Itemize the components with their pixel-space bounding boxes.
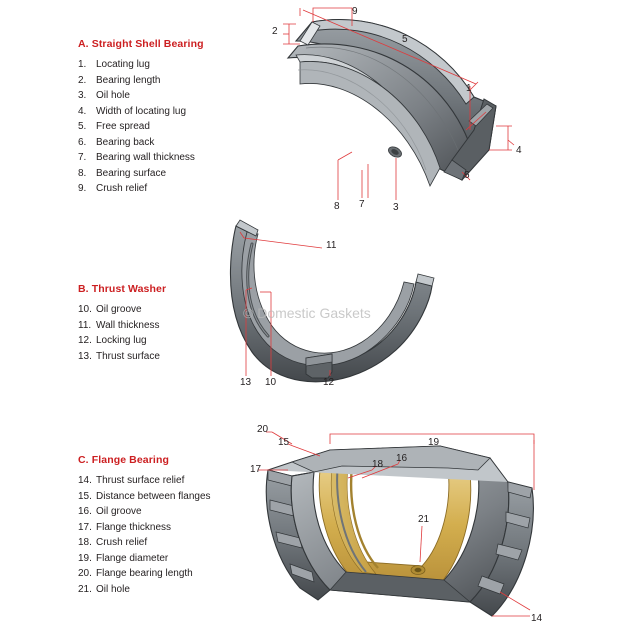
legend-a-item-7 [78, 150, 204, 166]
legend-b-item-1-label: Oil groove [96, 304, 142, 315]
legend-b-item-4-number: 13. [78, 350, 92, 362]
callout-a-9: 9 [352, 6, 358, 17]
legend-a-item-9 [78, 181, 204, 197]
legend-c-item-6-label: Flange diameter [96, 552, 169, 564]
callout-b-11: 11 [326, 240, 337, 251]
legend-c-item-2 [78, 489, 211, 505]
callout-a-7: 7 [359, 199, 365, 210]
legend-c-item-7-label: Flange bearing length [96, 568, 193, 579]
legend-c-item-7 [78, 566, 211, 582]
callout-c-21: 21 [418, 514, 430, 525]
legend-a-item-5 [78, 119, 204, 135]
legend-a-item-8-number: 8. [78, 167, 87, 179]
legend-c-item-5-number: 18. [78, 537, 92, 548]
legend-b-item-4-label: Thrust surface [96, 350, 160, 362]
callout-c-14: 14 [531, 613, 543, 624]
callout-a-2: 2 [272, 26, 278, 37]
legend-c-item-5-label: Crush relief [96, 537, 148, 548]
legend-b-item-3 [78, 333, 166, 349]
legend-c-item-2-label: Distance between flanges [96, 490, 211, 502]
callout-b-13: 13 [240, 377, 252, 388]
legend-c-item-8 [78, 582, 211, 598]
legend-a-item-5-number: 5. [78, 121, 87, 132]
legend-a-item-2-label: Bearing length [96, 74, 161, 86]
legend-c-item-3 [78, 504, 211, 520]
legend-straight-shell-bearing [78, 38, 204, 197]
legend-a-item-1 [78, 57, 204, 73]
legend-a-item-7-label: Bearing wall thickness [96, 152, 195, 163]
legend-c-item-4-label: Flange thickness [96, 521, 172, 533]
legend-c-item-3-label: Oil groove [96, 506, 142, 517]
legend-a-title: A. Straight Shell Bearing [78, 38, 204, 50]
callout-a-4: 4 [516, 145, 522, 156]
legend-a-item-3 [78, 88, 204, 104]
legend-a-item-3-number: 3. [78, 90, 87, 101]
legend-a-item-9-label: Crush relief [96, 183, 148, 194]
legend-a-item-2-number: 2. [78, 74, 87, 86]
callout-c-15: 15 [278, 437, 290, 448]
legend-b-item-2-number: 11. [78, 319, 92, 331]
art-straight-shell-bearing [288, 20, 496, 186]
legend-c-item-8-label: Oil hole [96, 583, 130, 595]
legend-b-item-2 [78, 318, 166, 334]
legend-a-item-1-label: Locating lug [96, 59, 150, 70]
legend-b-item-4 [78, 349, 166, 365]
legend-a-item-6-number: 6. [78, 136, 87, 148]
legend-a-item-9-number: 9. [78, 183, 87, 194]
legend-b-item-3-number: 12. [78, 335, 92, 346]
callout-c-17: 17 [250, 464, 262, 475]
legend-a-item-4 [78, 104, 204, 120]
legend-b-title: B. Thrust Washer [78, 283, 167, 295]
legend-b-item-1-number: 10. [78, 304, 92, 315]
callout-b-12: 12 [323, 377, 335, 388]
legend-c-item-2-number: 15. [78, 490, 92, 502]
legend-c-item-3-number: 16. [78, 506, 92, 517]
legend-flange-bearing [78, 454, 211, 597]
callout-a-6: 6 [464, 170, 470, 181]
legend-a-item-4-label: Width of locating lug [96, 105, 187, 117]
callout-c-16: 16 [396, 453, 408, 464]
legend-c-item-8-number: 21. [78, 583, 92, 595]
legend-a-item-2 [78, 73, 204, 89]
legend-c-item-4-number: 17. [78, 521, 92, 533]
callout-a-5: 5 [402, 34, 408, 45]
watermark: © Domestic Gaskets [243, 305, 371, 321]
legend-a-item-7-number: 7. [78, 152, 87, 163]
callout-c-19: 19 [428, 437, 440, 448]
legend-c-item-7-number: 20. [78, 568, 92, 579]
legend-a-item-5-label: Free spread [96, 121, 150, 132]
legend-a-item-1-number: 1. [78, 59, 87, 70]
legend-a-item-3-label: Oil hole [96, 90, 130, 101]
legend-a-item-8-label: Bearing surface [96, 167, 167, 179]
legend-c-item-1-number: 14. [78, 475, 92, 486]
legend-b-item-1 [78, 302, 166, 318]
legend-b-item-3-label: Locking lug [96, 335, 147, 346]
callout-a-8: 8 [334, 201, 340, 212]
legend-thrust-washer [78, 283, 166, 364]
legend-a-item-6-label: Bearing back [96, 136, 155, 148]
callout-a-3: 3 [393, 202, 399, 213]
legend-c-item-4 [78, 520, 211, 536]
callout-c-20: 20 [257, 424, 269, 435]
legend-c-item-6-number: 19. [78, 552, 92, 564]
legend-c-item-1 [78, 473, 211, 489]
callout-b-10: 10 [265, 377, 277, 388]
legend-c-item-6 [78, 551, 211, 567]
callout-a-1: 1 [466, 83, 472, 94]
legend-b-item-2-label: Wall thickness [96, 319, 160, 331]
legend-c-item-1-label: Thrust surface relief [96, 475, 185, 486]
art-flange-bearing [266, 446, 533, 616]
callout-c-18: 18 [372, 459, 384, 470]
legend-a-item-4-number: 4. [78, 105, 87, 117]
legend-c-item-5 [78, 535, 211, 551]
legend-c-title: C. Flange Bearing [78, 454, 169, 466]
legend-a-item-8 [78, 166, 204, 182]
legend-a-item-6 [78, 135, 204, 151]
